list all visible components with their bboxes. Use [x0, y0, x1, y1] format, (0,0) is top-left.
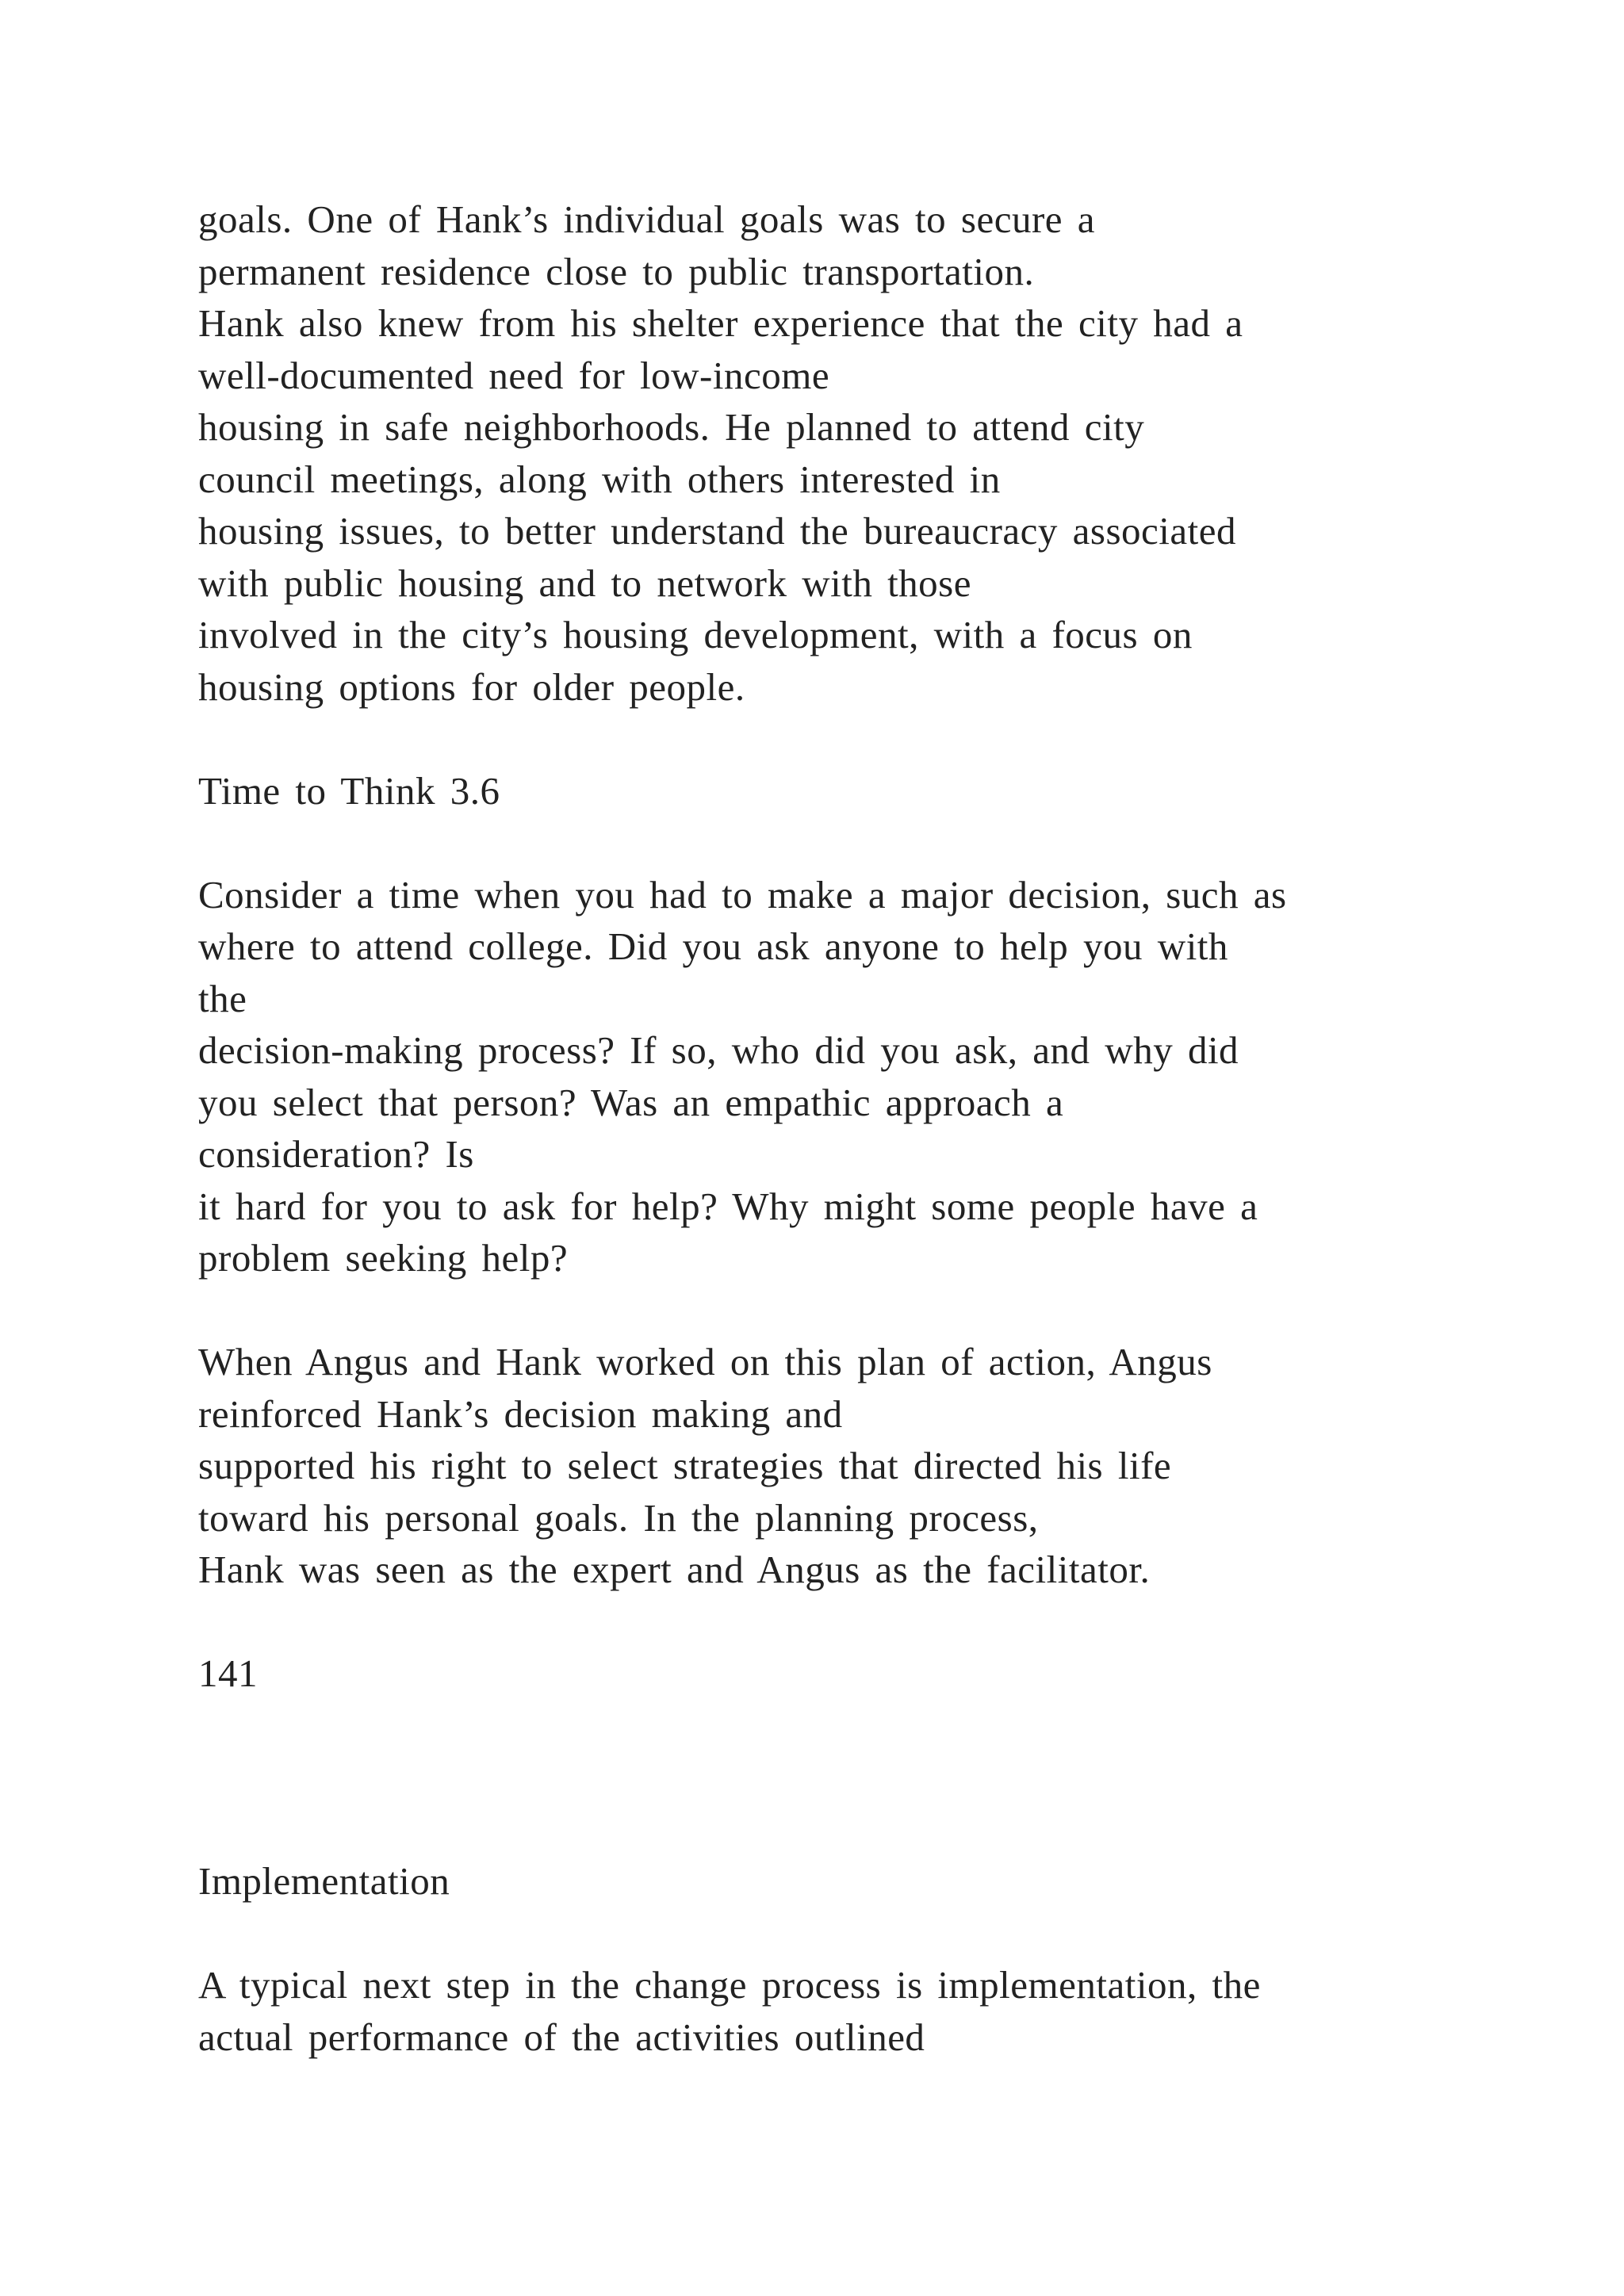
text-line: actual performance of the activities outlined	[198, 2015, 925, 2059]
implementation-heading: Implementation	[198, 1859, 450, 1903]
spacer	[198, 1908, 1546, 1960]
text-line: permanent residence close to public transportation.	[198, 249, 1035, 293]
text-line: Consider a time when you had to make a major decision, such as	[198, 872, 1287, 916]
text-line: well-documented need for low-income	[198, 353, 830, 397]
spacer	[198, 1700, 1546, 1752]
text-line: supported his right to select strategies that directed his life	[198, 1444, 1172, 1487]
text-line: it hard for you to ask for help? Why might some people have a	[198, 1184, 1258, 1228]
text-line: housing in safe neighborhoods. He planned to attend city	[198, 405, 1145, 449]
spacer	[198, 1751, 1546, 1804]
document-text	[198, 193, 1546, 2063]
text-line: When Angus and Hank worked on this plan of action, Angus	[198, 1340, 1212, 1383]
text-line: with public housing and to network with those	[198, 561, 971, 605]
text-line: reinforced Hank’s decision making and	[198, 1391, 843, 1436]
text-line: Hank also knew from his shelter experience that the city had a	[198, 301, 1243, 345]
text-line: where to attend college. Did you ask anyone to help you with	[198, 924, 1228, 968]
text-line: problem seeking help?	[198, 1236, 569, 1280]
spacer	[198, 1284, 1546, 1337]
text-line: Hank was seen as the expert and Angus as the facilitator.	[198, 1548, 1151, 1591]
text-line: consideration? Is	[198, 1132, 474, 1176]
paragraph-time-to-think	[198, 869, 1546, 1284]
spacer	[198, 1596, 1546, 1648]
text-line: involved in the city’s housing development, with a focus on	[198, 613, 1193, 656]
text-line: A typical next step in the change process is implementation, the	[198, 1963, 1261, 2007]
text-line: you select that person? Was an empathic approach a	[198, 1080, 1064, 1124]
paragraph-hank-goals	[198, 193, 1546, 713]
text-line: toward his personal goals. In the planning process,	[198, 1495, 1039, 1540]
page-number: 141	[198, 1651, 258, 1695]
text-line: housing options for older people.	[198, 664, 745, 709]
paragraph-angus-hank	[198, 1336, 1546, 1596]
text-line: council meetings, along with others interested in	[198, 457, 1001, 501]
time-to-think-heading: Time to Think 3.6	[198, 768, 500, 813]
text-line: housing issues, to better understand the bureaucracy associated	[198, 509, 1237, 553]
spacer	[198, 817, 1546, 869]
text-line: goals. One of Hank’s individual goals was to secure a	[198, 197, 1096, 241]
text-line: the	[198, 976, 247, 1020]
spacer	[198, 1804, 1546, 1856]
paragraph-implementation	[198, 1959, 1546, 2063]
spacer	[198, 713, 1546, 765]
text-line: decision-making process? If so, who did you ask, and why did	[198, 1028, 1239, 1072]
